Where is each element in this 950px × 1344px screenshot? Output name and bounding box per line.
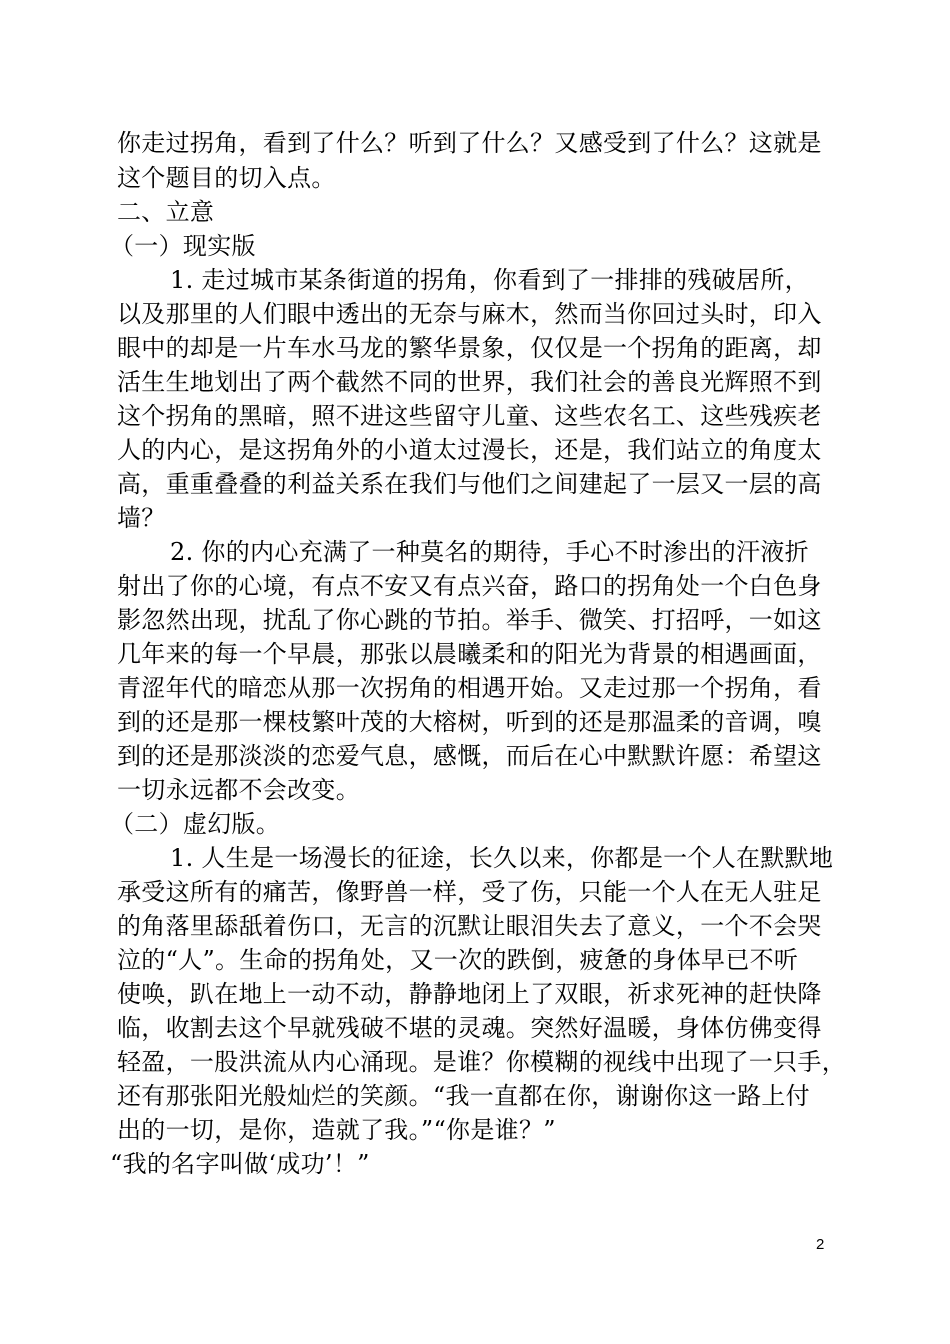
body-text-line: 你走过拐角，看到了什么？听到了什么？又感受到了什么？这就是 <box>117 129 822 157</box>
body-text-line: 承受这所有的痛苦，像野兽一样，受了伤，只能一个人在无人驻足 <box>117 878 822 906</box>
body-text-line: 以及那里的人们眼中透出的无奈与麻木，然而当你回过头时，印入 <box>117 300 822 328</box>
paragraph-start-line: 2. 你的内心充满了一种莫名的期待，手心不时渗出的汗液折 <box>170 538 809 566</box>
body-text-line: 一切永远都不会改变。 <box>117 776 360 804</box>
body-text-line: 轻盈，一股洪流从内心涌现。是谁？你模糊的视线中出现了一只手， <box>117 1048 846 1076</box>
body-text-line: 射出了你的心境，有点不安又有点兴奋，路口的拐角处一个白色身 <box>117 572 822 600</box>
body-text-line: 眼中的却是一片车水马龙的繁华景象，仅仅是一个拐角的距离，却 <box>117 334 822 362</box>
body-text-line: 的角落里舔舐着伤口，无言的沉默让眼泪失去了意义，一个不会哭 <box>117 912 822 940</box>
body-text-line: 临，收割去这个早就残破不堪的灵魂。突然好温暖，身体仿佛变得 <box>117 1014 822 1042</box>
body-text-line: 还有那张阳光般灿烂的笑颜。“我一直都在你，谢谢你这一路上付 <box>117 1082 810 1110</box>
body-text-line: 几年来的每一个早晨，那张以晨曦柔和的阳光为背景的相遇画面， <box>117 640 822 668</box>
body-text-line: 出的一切，是你，造就了我。”“你是谁？” <box>117 1116 556 1144</box>
section-heading: 二、立意 <box>117 198 215 226</box>
page-number: 2 <box>816 1236 825 1253</box>
paragraph-start-line: 1. 人生是一场漫长的征途，长久以来，你都是一个人在默默地 <box>170 844 834 872</box>
body-text-line: 活生生地划出了两个截然不同的世界，我们社会的善良光辉照不到 <box>117 368 822 396</box>
paragraph-start-line: 1. 走过城市某条街道的拐角，你看到了一排排的残破居所， <box>170 266 809 294</box>
body-text-line: 高，重重叠叠的利益关系在我们与他们之间建起了一层又一层的高 <box>117 470 822 498</box>
body-text-line: 到的还是那淡淡的恋爱气息，感慨，而后在心中默默许愿：希望这 <box>117 742 822 770</box>
body-text-line: 使唤，趴在地上一动不动，静静地闭上了双眼，祈求死神的赶快降 <box>117 980 822 1008</box>
body-text-line: 人的内心，是这拐角外的小道太过漫长，还是，我们站立的角度太 <box>117 436 822 464</box>
body-text-line: 到的还是那一棵枝繁叶茂的大榕树，听到的还是那温柔的音调，嗅 <box>117 708 822 736</box>
subsection-heading: （二）虚幻版。 <box>110 810 281 838</box>
body-text-line: 泣的“人”。生命的拐角处，又一次的跌倒，疲惫的身体早已不听 <box>117 946 799 974</box>
body-text-line: 青涩年代的暗恋从那一次拐角的相遇开始。又走过那一个拐角，看 <box>117 674 822 702</box>
subsection-heading: （一）现实版 <box>110 232 256 260</box>
body-text-line: 墙？ <box>117 504 166 532</box>
body-text-line: 这个题目的切入点。 <box>117 164 336 192</box>
body-text-line: 这个拐角的黑暗，照不进这些留守儿童、这些农名工、这些残疾老 <box>117 402 822 430</box>
body-text-line: “我的名字叫做‘成功’！” <box>110 1150 370 1178</box>
body-text-line: 影忽然出现，扰乱了你心跳的节拍。举手、微笑、打招呼，一如这 <box>117 606 822 634</box>
